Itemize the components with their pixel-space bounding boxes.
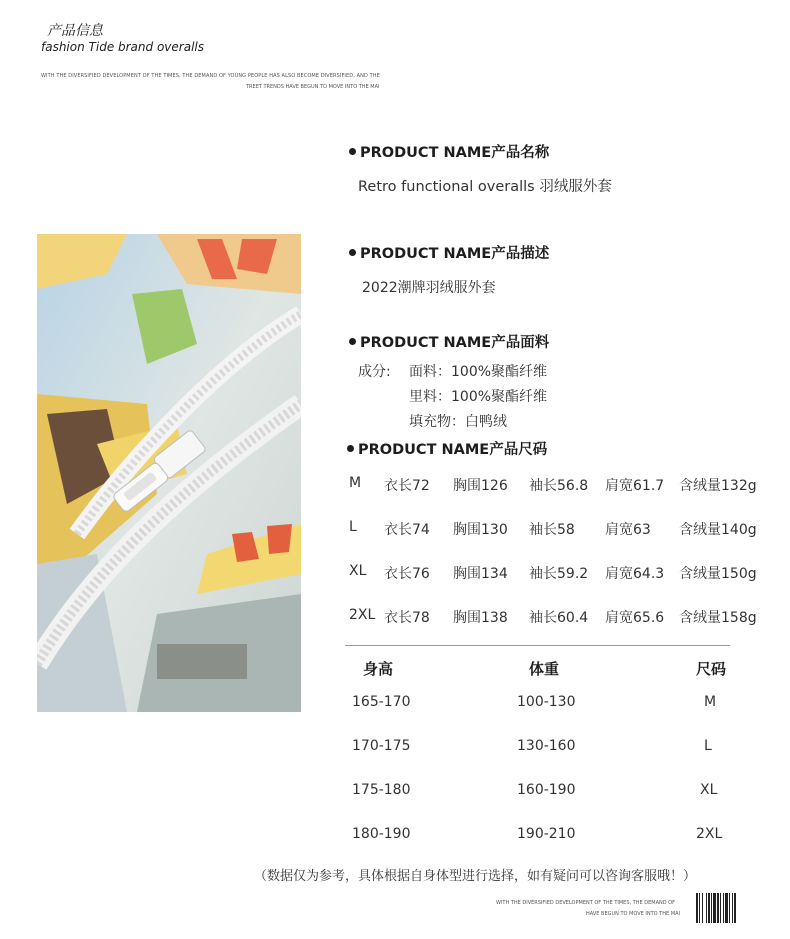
ref-header-height: 身高 — [363, 660, 394, 678]
barcode-bar — [717, 893, 719, 923]
footer-tagline-line2: HAVE BEGUN TO MOVE INTO THE MAI — [586, 911, 680, 917]
barcode-bar — [696, 893, 698, 923]
footer-tagline-line1: WITH THE DIVERSIFIED DEVELOPMENT OF THE TIMES, THE DEMAND OF — [496, 900, 675, 906]
product-name-value: Retro functional overalls 羽绒服外套 — [358, 179, 612, 195]
fabric-filling-line: 填充物：白鸭绒 — [409, 414, 507, 430]
size-cell-length: 衣长78 — [384, 610, 430, 626]
reference-cell-weight: 160-190 — [517, 782, 576, 798]
size-cell-size: L — [349, 519, 357, 535]
header-title-en: fashion Tide brand overalls — [41, 40, 204, 54]
barcode-icon — [696, 893, 752, 923]
size-row — [338, 475, 768, 495]
product-fabric-heading: PRODUCT NAME产品面料 — [349, 331, 549, 352]
barcode-bar — [713, 893, 716, 923]
ref-header-size: 尺码 — [696, 660, 727, 678]
size-cell-sleeve: 袖长60.4 — [529, 610, 589, 626]
size-cell-down: 含绒量158g — [679, 610, 757, 626]
barcode-bar — [729, 893, 730, 923]
size-cell-down: 含绒量150g — [679, 566, 757, 582]
size-cell-length: 衣长72 — [384, 478, 430, 494]
reference-cell-weight: 190-210 — [517, 826, 576, 842]
size-cell-down: 含绒量140g — [679, 522, 757, 538]
reference-row — [338, 826, 758, 846]
bullet-dot-icon — [349, 148, 356, 155]
size-cell-down: 含绒量132g — [679, 478, 757, 494]
reference-cell-size: L — [704, 738, 712, 754]
barcode-bar — [720, 893, 721, 923]
size-cell-sleeve: 袖长59.2 — [529, 566, 589, 582]
product-size-heading: PRODUCT NAME产品尺码 — [347, 438, 547, 459]
size-cell-shoulder: 肩宽61.7 — [605, 478, 665, 494]
reference-cell-size: 2XL — [696, 826, 723, 842]
reference-cell-height: 175-180 — [352, 782, 411, 798]
size-cell-chest: 胸围138 — [453, 610, 508, 626]
size-row — [338, 607, 768, 627]
bullet-dot-icon — [347, 445, 354, 452]
reference-cell-height: 170-175 — [352, 738, 411, 754]
barcode-bar — [711, 893, 712, 923]
header-tagline-line1: WITH THE DIVERSIFIED DEVELOPMENT OF THE TIMES, THE DEMAND OF YOUNG PEOPLE HAS ALSO BECOME DIVERSIFIED, AND THE — [41, 73, 380, 79]
reference-row — [338, 694, 758, 714]
bullet-dot-icon — [349, 249, 356, 256]
product-photo — [37, 234, 301, 712]
header-title-cn: 产品信息 — [47, 23, 103, 39]
size-cell-sleeve: 袖长58 — [529, 522, 575, 538]
barcode-bar — [732, 893, 733, 923]
table-divider — [345, 645, 730, 646]
size-cell-shoulder: 肩宽63 — [605, 522, 651, 538]
reference-cell-size: XL — [700, 782, 718, 798]
size-cell-chest: 胸围130 — [453, 522, 508, 538]
ref-header-weight: 体重 — [529, 660, 560, 678]
reference-row — [338, 782, 758, 802]
size-cell-size: M — [349, 475, 362, 491]
reference-cell-height: 165-170 — [352, 694, 411, 710]
barcode-bar — [702, 893, 703, 923]
reference-cell-weight: 130-160 — [517, 738, 576, 754]
size-cell-shoulder: 肩宽65.6 — [605, 610, 665, 626]
size-cell-length: 衣长74 — [384, 522, 430, 538]
barcode-bar — [725, 893, 728, 923]
fabric-lining-line: 里料：100%聚酯纤维 — [409, 389, 548, 405]
barcode-bar — [706, 893, 707, 923]
product-name-heading: PRODUCT NAME产品名称 — [349, 141, 549, 162]
size-cell-size: 2XL — [349, 607, 376, 623]
product-description-value: 2022潮牌羽绒服外套 — [362, 280, 496, 296]
size-cell-sleeve: 袖长56.8 — [529, 478, 589, 494]
size-cell-length: 衣长76 — [384, 566, 430, 582]
size-cell-chest: 胸围126 — [453, 478, 508, 494]
reference-row — [338, 738, 758, 758]
header-tagline-line2: TREET TRENDS HAVE BEGUN TO MOVE INTO THE MAI — [246, 84, 380, 90]
bullet-dot-icon — [349, 338, 356, 345]
size-row — [338, 563, 768, 583]
barcode-bar — [708, 893, 710, 923]
reference-cell-weight: 100-130 — [517, 694, 576, 710]
fabric-composition-label: 成分: — [358, 364, 391, 380]
barcode-bar — [734, 893, 736, 923]
size-row — [338, 519, 768, 539]
size-note: （数据仅为参考，具体根据自身体型进行选择，如有疑问可以咨询客服哦！） — [254, 869, 697, 884]
reference-cell-size: M — [704, 694, 717, 710]
barcode-bar — [699, 893, 700, 923]
size-cell-shoulder: 肩宽64.3 — [605, 566, 665, 582]
product-description-heading: PRODUCT NAME产品描述 — [349, 242, 549, 263]
fabric-shell-line: 面料：100%聚酯纤维 — [409, 364, 548, 380]
size-cell-chest: 胸围134 — [453, 566, 508, 582]
barcode-bar — [723, 893, 724, 923]
reference-cell-height: 180-190 — [352, 826, 411, 842]
size-cell-size: XL — [349, 563, 367, 579]
